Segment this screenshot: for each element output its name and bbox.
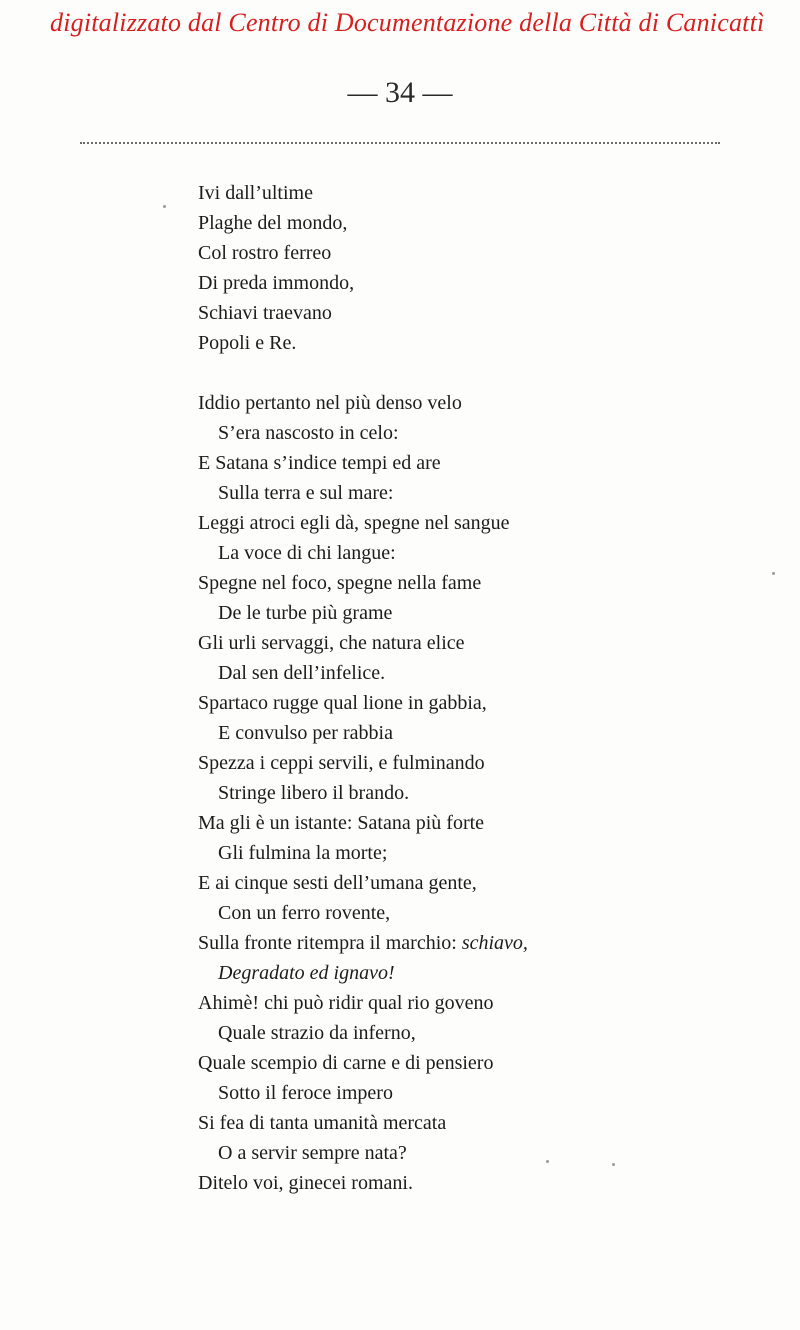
verse-line: Gli urli servaggi, che natura elice: [198, 632, 465, 654]
verse-line: E Satana s’indice tempi ed are: [198, 452, 441, 474]
verse-line: Plaghe del mondo,: [198, 212, 348, 234]
verse-line: Ivi dall’ultime: [198, 182, 313, 204]
verse-line-indented: Dal sen dell’infelice.: [218, 662, 386, 684]
stanza-2: [198, 388, 658, 1198]
paper-speck: [546, 1160, 549, 1163]
page-number: — 34 —: [347, 76, 453, 109]
verse-line: E ai cinque sesti dell’umana gente,: [198, 872, 477, 894]
verse-line: Quale scempio di carne e di pensiero: [198, 1052, 494, 1074]
verse-line-indented: Gli fulmina la morte;: [218, 842, 388, 864]
verse-line: Iddio pertanto nel più denso velo: [198, 392, 462, 414]
verse-line: Spezza i ceppi servili, e fulminando: [198, 752, 485, 774]
verse-line-indented: Stringe libero il brando.: [218, 782, 410, 804]
header-dotted-rule: [80, 142, 720, 144]
verse-line: Popoli e Re.: [198, 332, 297, 354]
stanza-1: [198, 178, 658, 358]
verse-line: Ditelo voi, ginecei romani.: [198, 1172, 413, 1194]
verse-line: Di preda immondo,: [198, 272, 355, 294]
verse-line-indented: Quale strazio da inferno,: [218, 1022, 416, 1044]
paper-speck: [163, 205, 166, 208]
verse-line: Col rostro ferreo: [198, 242, 332, 264]
verse-line: Leggi atroci egli dà, spegne nel sangue: [198, 512, 510, 534]
digitization-watermark: digitalizzato dal Centro di Documentazione della Città di Canicattì: [50, 8, 765, 37]
verse-line: Ma gli è un istante: Satana più forte: [198, 812, 485, 834]
verse-line: Si fea di tanta umanità mercata: [198, 1112, 447, 1134]
paper-speck: [612, 1163, 615, 1166]
verse-line: Schiavi traevano: [198, 302, 332, 324]
italic-word: schiavo,: [461, 932, 528, 954]
verse-line: Spartaco rugge qual lione in gabbia,: [198, 692, 487, 714]
verse-line-indented: O a servir sempre nata?: [218, 1142, 407, 1164]
verse-line: Ahimè! chi può ridir qual rio goveno: [198, 992, 494, 1014]
verse-line-indented: E convulso per rabbia: [218, 722, 393, 744]
verse-line: [198, 928, 658, 958]
paper-speck: [772, 572, 775, 575]
verse-line-indented: Sotto il feroce impero: [218, 1082, 393, 1104]
verse-line-indented: La voce di chi langue:: [218, 542, 396, 564]
verse-line-indented: Con un ferro rovente,: [218, 902, 391, 924]
verse-line-indented: S’era nascosto in celo:: [218, 422, 399, 444]
verse-line-indented: De le turbe più grame: [218, 602, 393, 624]
verse-line-italic: Degradato ed ignavo!: [218, 962, 395, 984]
verse-line-indented: Sulla terra e sul mare:: [218, 482, 394, 504]
verse-text: Sulla fronte ritempra il marchio:: [198, 932, 462, 954]
poem-text: [198, 178, 658, 1198]
verse-line: Spegne nel foco, spegne nella fame: [198, 572, 482, 594]
